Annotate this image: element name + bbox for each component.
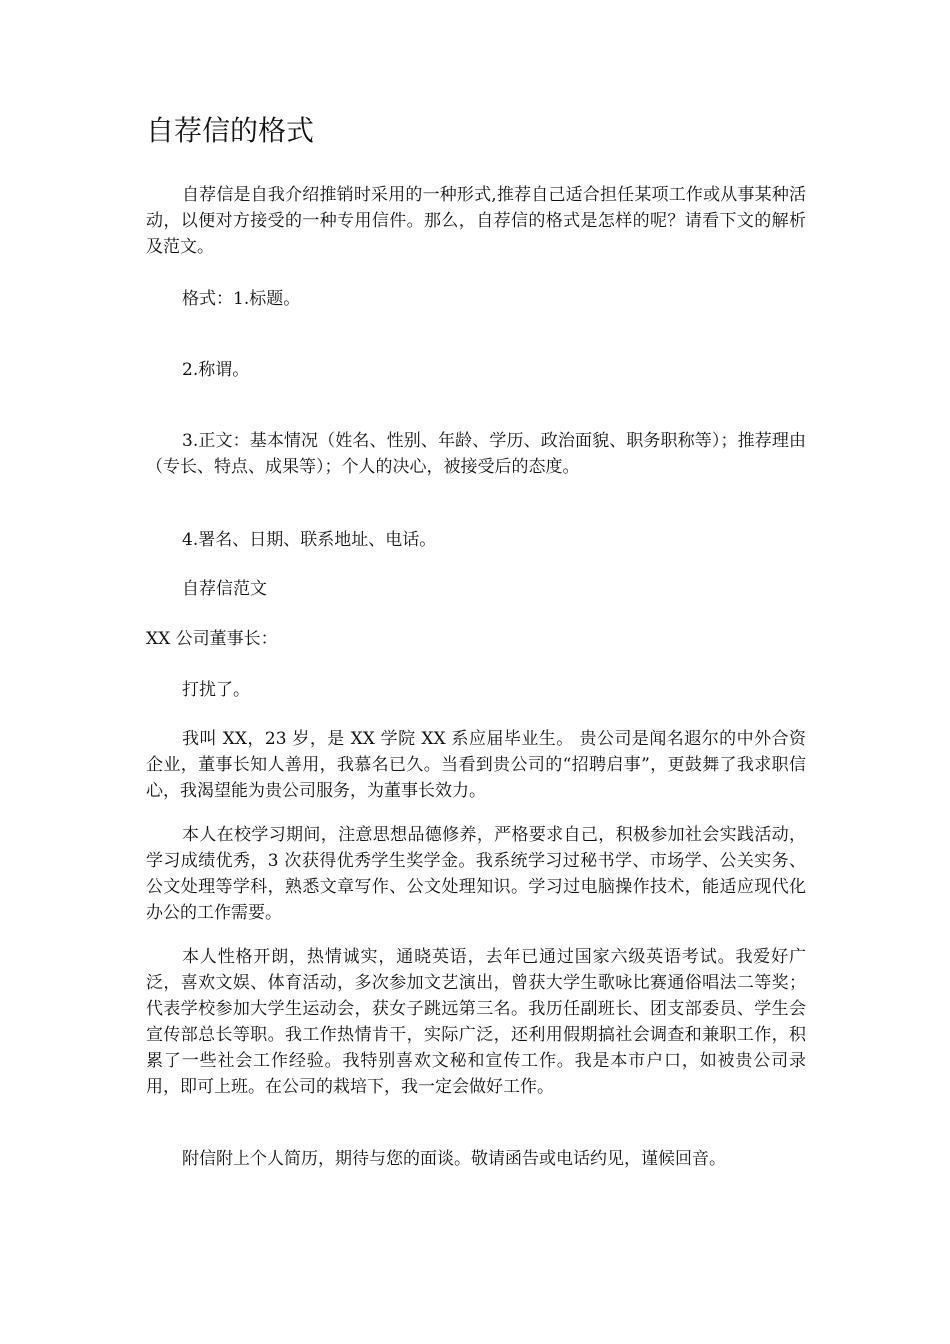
format-item-signature: 4.署名、日期、联系地址、电话。 (182, 530, 437, 550)
intro-paragraph: 自荐信是自我介绍推销时采用的一种形式,推荐自己适合担任某项工作或从事某种活动，以便对方接受的一种专用信件。那么，自荐信的格式是怎样的呢？请看下文的解析及范文。 (146, 185, 806, 257)
letter-paragraph-personality: 本人性格开朗，热情诚实，通晓英语，去年已通过国家六级英语考试。我爱好广泛，喜欢文娱、体育活动，多次参加文艺演出，曾获大学生歌咏比赛通俗唱法二等奖；代表学校参加大学生运动会，获女子跳远第三名。我历任副班长、团支部委员、学生会宣传部总长等职。我工作热情肯干，实际广泛，还利用假期搞社会调查和兼职工作，积累了一些社会工作经验。我特别喜欢文秘和宣传工作。我是本市户口，如被贵公司录用，即可上班。在公司的栽培下，我一定会做好工作。 (146, 947, 806, 1097)
letter-salutation: XX 公司董事长： (146, 629, 278, 649)
letter-paragraph-study: 本人在校学习期间，注意思想品德修养，严格要求自己，积极参加社会实践活动，学习成绩优秀，3 次获得优秀学生奖学金。我系统学习过秘书学、市场学、公关实务、公文处理等学科，熟悉文章写作、公文处理知识。学习过电脑操作技术，能适应现代化办公的工作需要。 (146, 825, 806, 923)
letter-closing: 附信附上个人简历，期待与您的面谈。敬请函告或电话约见，谨候回音。 (182, 1149, 726, 1169)
sample-heading: 自荐信范文 (182, 579, 267, 599)
letter-greeting: 打扰了。 (182, 680, 250, 700)
format-item-salutation: 2.称谓。 (182, 360, 250, 380)
format-item-body: 3.正文：基本情况（姓名、性别、年龄、学历、政治面貌、职务职称等）；推荐理由（专长、特点、成果等）；个人的决心，被接受后的态度。 (146, 431, 806, 477)
format-item-title: 格式：1.标题。 (182, 289, 301, 309)
letter-paragraph-intro: 我叫 XX，23 岁，是 XX 学院 XX 系应届毕业生。 贵公司是闻名遐尔的中外合资企业，董事长知人善用，我慕名已久。当看到贵公司的“招聘启事”，更鼓舞了我求职信心，我渴望能为贵公司服务，为董事长效力。 (146, 729, 806, 801)
document-page (146, 0, 806, 1344)
document-title: 自荐信的格式 (146, 114, 315, 147)
